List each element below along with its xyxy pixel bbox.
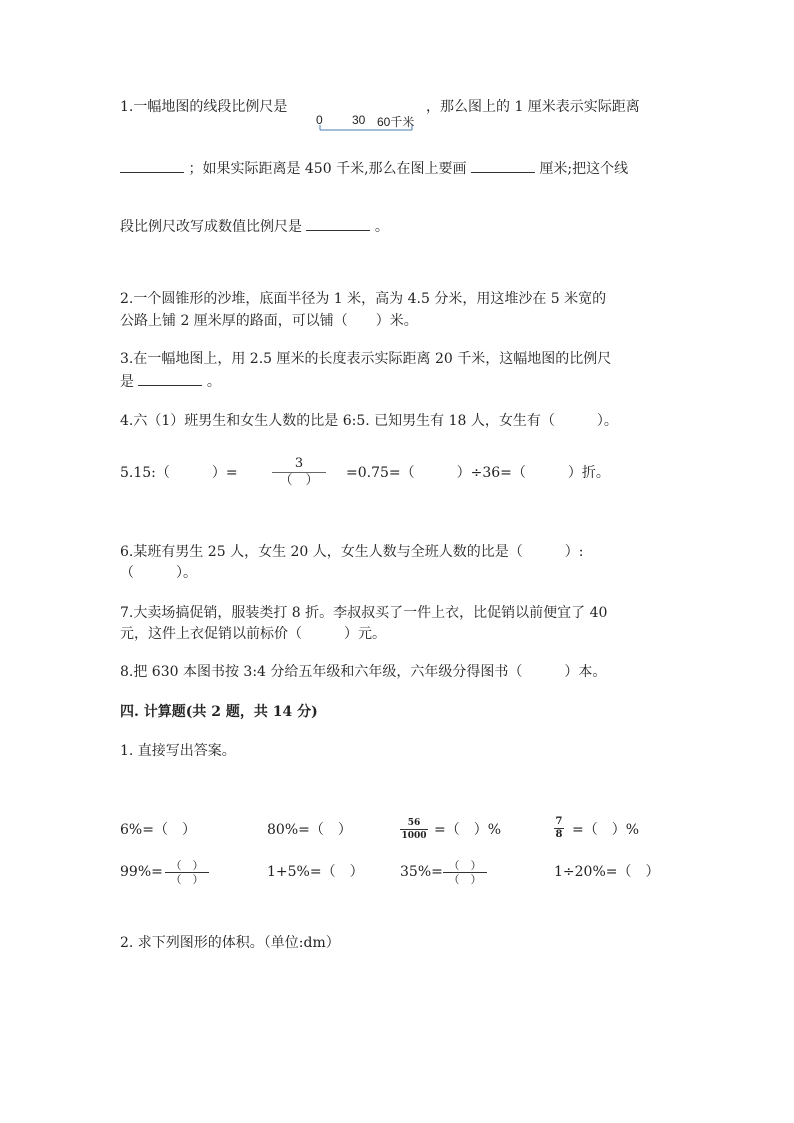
q5-frac-num: 3: [294, 456, 304, 471]
calc-r2c4: 1÷20%=（ ）: [554, 864, 660, 880]
q6-line2: （ ）。: [120, 565, 197, 581]
calc-r1c3-rest: =（ ）%: [434, 822, 502, 838]
q3-line2: 是 。: [120, 371, 221, 392]
calc-r1c4-fraction: 7 8: [555, 816, 563, 840]
q3-blank-ratio[interactable]: [138, 371, 202, 386]
scale-label-0: 0: [316, 113, 323, 127]
calc-r1c3-fraction: 56 1000: [401, 818, 427, 841]
line-segment-scale: [316, 108, 426, 134]
q1-blank-distance[interactable]: [120, 158, 184, 173]
q1-blank-ratio[interactable]: [306, 216, 370, 231]
q7-line1: 7.大卖场搞促销，服装类打 8 折。李叔叔买了一件上衣，比促销以前便宜了 40: [120, 605, 608, 621]
q2-line1: 2.一个圆锥形的沙堆，底面半径为 1 米，高为 4.5 分米，用这堆沙在 5 米宽的: [120, 291, 607, 307]
q5-fraction: [272, 457, 326, 488]
q7-line2: 元，这件上衣促销以前标价（ ）元。: [120, 626, 386, 642]
calc-r1c4-rest: =（ ）%: [572, 822, 640, 838]
q1-line1-post: ，那么图上的 1 厘米表示实际距离: [426, 99, 640, 115]
calc1-title: 1. 直接写出答案。: [120, 743, 236, 759]
q5-part1: 5.15:（ ）=: [120, 465, 238, 481]
q8-text: 8.把 630 本图书按 3:4 分给五年级和六年级，六年级分得图书（ ）本。: [120, 664, 607, 680]
section4-title: 四. 计算题(共 2 题，共 14 分): [120, 704, 318, 720]
q1-line1-pre: 1.一幅地图的线段比例尺是: [120, 99, 288, 115]
scale-label-30: 30: [352, 113, 366, 127]
q2-line2: 公路上铺 2 厘米厚的路面，可以铺（ ）米。: [120, 313, 418, 329]
q5-part2: =0.75=（ ）÷36=（ ）折。: [346, 465, 610, 481]
calc-r2c1: 99%=: [120, 864, 163, 880]
q1-line2: ；如果实际距离是 450 千米,那么在图上要画 厘米;把这个线: [120, 158, 628, 179]
q1-blank-cm[interactable]: [471, 158, 535, 173]
calc-r1c1: 6%=（ ）: [120, 822, 196, 838]
calc-r2c3: 35%=: [400, 864, 443, 880]
q1-line1: [120, 97, 287, 117]
q1-line3: 段比例尺改写成数值比例尺是 。: [120, 216, 389, 237]
calc-r1c2: 80%=（ ）: [267, 822, 352, 838]
q5-frac-den: （ ）: [279, 473, 319, 488]
scale-label-60: 60千米: [377, 115, 415, 129]
calc-r2c1-fraction: （ ） （ ）: [165, 860, 209, 885]
calc-r2c3-fraction: （ ） （ ）: [443, 860, 487, 885]
q6-line1: 6.某班有男生 25 人，女生 20 人，女生人数与全班人数的比是（ ）:: [120, 544, 584, 560]
calc2-title: 2. 求下列图形的体积。（单位:dm）: [120, 935, 340, 951]
q4-text: 4.六（1）班男生和女生人数的比是 6:5. 已知男生有 18 人，女生有（ ）。: [120, 413, 618, 429]
q3-line1: 3.在一幅地图上，用 2.5 厘米的长度表示实际距离 20 千米，这幅地图的比例尺: [120, 351, 612, 367]
calc-r2c2: 1+5%=（ ）: [267, 864, 364, 880]
